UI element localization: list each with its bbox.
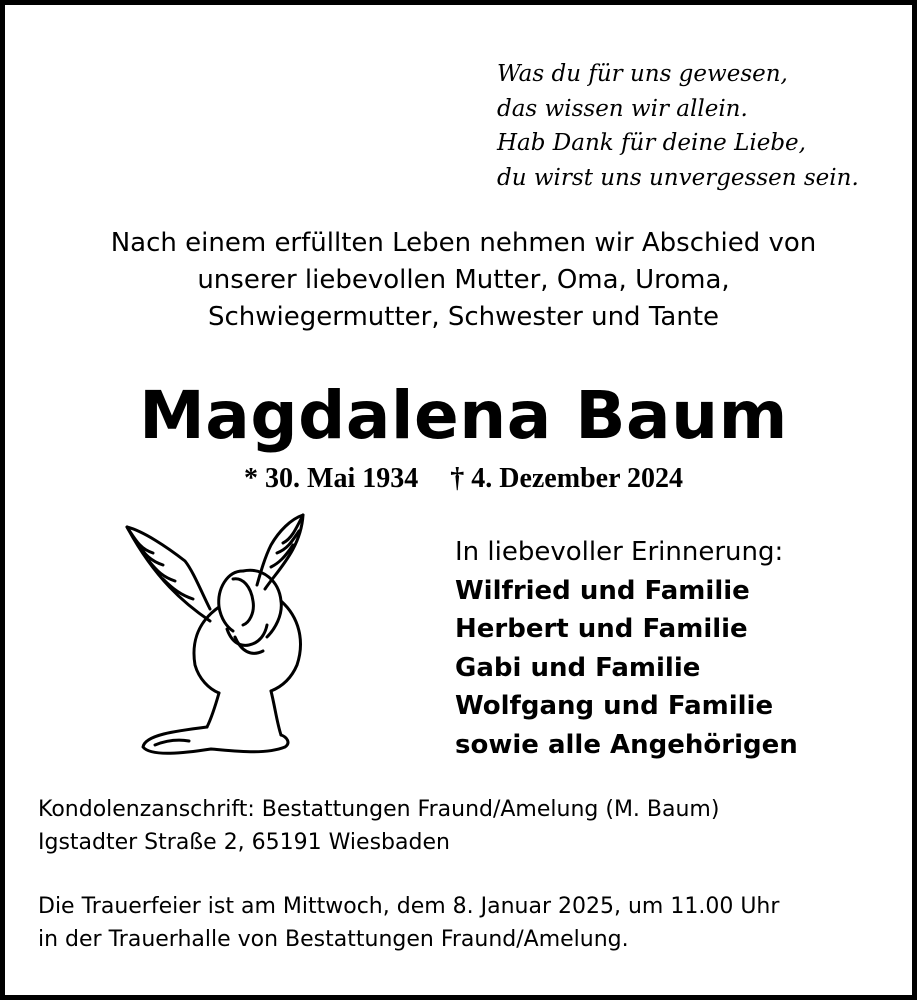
- poem-line: das wissen wir allein.: [497, 95, 748, 122]
- condolence-address: [38, 793, 719, 859]
- intro-line: Schwiegermutter, Schwester und Tante: [207, 302, 720, 332]
- mourner-entry: Herbert und Familie: [455, 614, 748, 644]
- ceremony-line: Die Trauerfeier ist am Mittwoch, dem 8. Januar 2025, um 11.00 Uhr: [38, 894, 780, 919]
- funeral-ceremony-info: [38, 890, 779, 956]
- mourner-entry: sowie alle Angehörigen: [455, 729, 798, 760]
- life-dates: [5, 461, 917, 497]
- mourners-list: [455, 533, 798, 764]
- poem-line: Was du für uns gewesen,: [497, 61, 788, 87]
- mourners-lead: In liebevoller Erinnerung:: [455, 537, 784, 567]
- mourner-entry: Wilfried und Familie: [455, 575, 750, 606]
- mourner-entry: Wolfgang und Familie: [455, 691, 774, 721]
- ceremony-line: in der Trauerhalle von Bestattungen Fraund/Amelung.: [38, 927, 629, 952]
- poem-line: du wirst uns unvergessen sein.: [497, 164, 859, 191]
- poem-line: Hab Dank für deine Liebe,: [497, 130, 806, 156]
- condolence-line: Igstadter Straße 2, 65191 Wiesbaden: [38, 830, 450, 855]
- angel-icon: [115, 509, 315, 759]
- intro-line: Nach einem erfüllten Leben nehmen wir Abschied von: [110, 228, 817, 258]
- deceased-name: Magdalena Baum: [139, 377, 788, 454]
- birth-date: * 30. Mai 1934: [244, 463, 419, 494]
- death-date: † 4. Dezember 2024: [450, 463, 683, 494]
- intro-line: unserer liebevollen Mutter, Oma, Uroma,: [197, 265, 730, 295]
- condolence-line: Kondolenzanschrift: Bestattungen Fraund/Amelung (M. Baum): [38, 797, 720, 822]
- mourner-entry: Gabi und Familie: [455, 652, 701, 683]
- farewell-intro: [5, 225, 917, 336]
- memorial-poem: [497, 57, 859, 195]
